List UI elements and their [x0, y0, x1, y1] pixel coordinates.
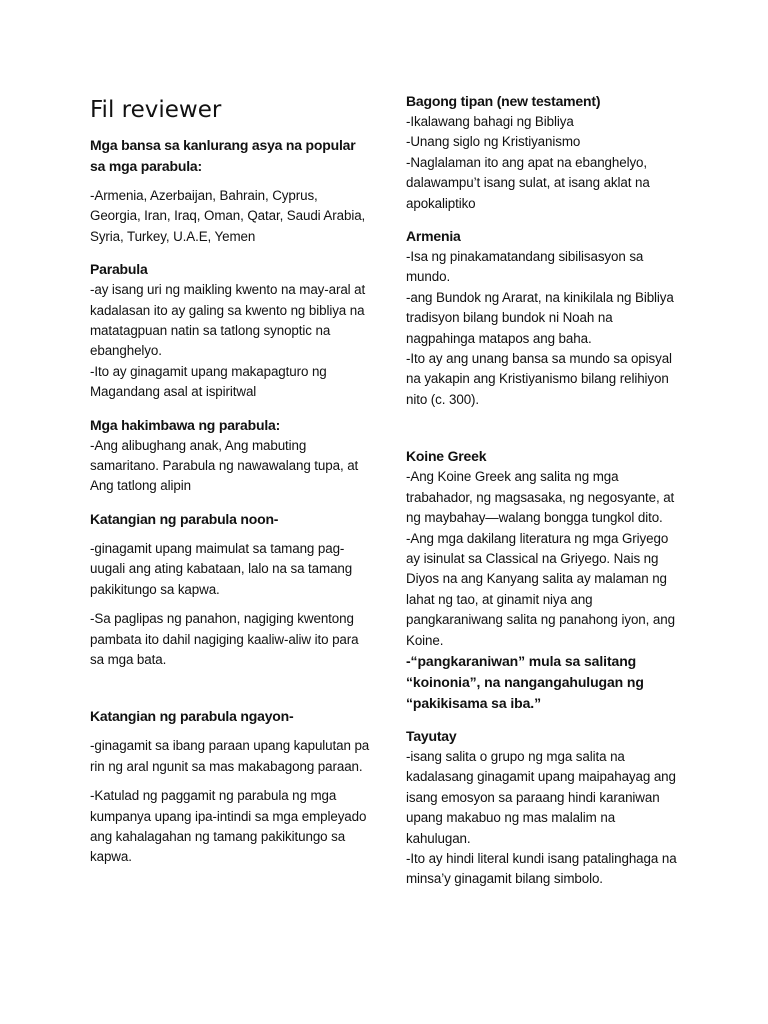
text-armenia-3: -Ito ay ang unang bansa sa mundo sa opisyal na yakapin ang Kristiyanismo bilang relihiyon nito (c. 300). — [406, 351, 672, 407]
text-tayutay-1: -isang salita o grupo ng mga salita na kadalasang ginagamit upang maipahayag ang isang emosyon sa paraang hindi karaniwan upang makabuo ng mas malalim na kahulugan. — [406, 748, 676, 846]
heading-tayutay: Tayutay — [406, 727, 457, 744]
text-koine-3: -“pangkaraniwan” mula sa salitang “koinonia”, na nangangahulugan ng “pakikisama sa iba.” — [406, 652, 644, 711]
document-title: Fil reviewer — [90, 97, 222, 123]
heading-bansa: Mga bansa sa kanlurang asya na popular sa mga parabula: — [90, 137, 356, 174]
text-armenia-1: -Isa ng pinakamatandang sibilisasyon sa mundo. — [406, 249, 644, 285]
text-bansa: -Armenia, Azerbaijan, Bahrain, Cyprus, Georgia, Iran, Iraq, Oman, Qatar, Saudi Arabia, Syria, Turkey, U.A.E, Yemen — [90, 188, 366, 244]
left-column — [90, 95, 370, 868]
text-halimbawa: -Ang alibughang anak, Ang mabuting samaritano. Parabula ng nawawalang tupa, at Ang tatlong alipin — [90, 437, 359, 494]
text-parabula-purpose: -Ito ay ginagamit upang makapagturo ng Magandang asal at ispiritwal — [90, 363, 327, 400]
heading-armenia: Armenia — [406, 228, 461, 245]
text-bagong-tipan-2: -Unang siglo ng Kristiyanismo — [406, 134, 581, 150]
heading-katangian-ngayon: Katangian ng parabula ngayon- — [90, 708, 294, 725]
text-parabula-definition: -ay isang uri ng maikling kwento na may-aral at kadalasan ito ay galing sa kwento ng bibliya na matatagpuan natin sa tatlong synoptic na ebanghelyo. — [90, 282, 366, 359]
text-koine-1: -Ang Koine Greek ang salita ng mga trabahador, ng magsasaka, ng negosyante, at ng maybahay—walang bongga tungkol dito. — [406, 469, 675, 526]
text-katangian-noon-1: -ginagamit upang maimulat sa tamang pag-uugali ang ating kabataan, lalo na sa tamang pakikitungo sa kapwa. — [90, 540, 353, 597]
heading-koine-greek: Koine Greek — [406, 448, 487, 465]
text-katangian-ngayon-2: -Katulad ng paggamit ng parabula ng mga kumpanya upang ipa-intindi sa mga empleyado ang kahalagahan ng tamang pakikitungo sa kapwa. — [90, 788, 367, 865]
text-bagong-tipan-1: -Ikalawang bahagi ng Bibliya — [406, 114, 574, 129]
text-katangian-noon-2: -Sa paglipas ng panahon, nagiging kwentong pambata ito dahil nagiging kaaliw-aliw ito para sa mga bata. — [90, 611, 359, 667]
heading-katangian-noon: Katangian ng parabula noon- — [90, 510, 279, 527]
heading-halimbawa: Mga hakimbawa ng parabula: — [90, 416, 281, 433]
text-bagong-tipan-3: -Naglalaman ito ang apat na ebanghelyo, dalawampu’t isang sulat, at isang aklat na apokaliptiko — [406, 154, 650, 211]
text-katangian-ngayon-1: -ginagamit sa ibang paraan upang kapulutan pa rin ng aral ngunit sa mas makabagong paraan. — [90, 738, 370, 774]
heading-parabula: Parabula — [90, 261, 148, 278]
text-armenia-2: -ang Bundok ng Ararat, na kinikilala ng Bibliya tradisyon bilang bundok ni Noah na nagpahinga matapos ang baha. — [406, 289, 674, 346]
heading-bagong-tipan: Bagong tipan (new testament) — [406, 93, 601, 109]
text-koine-2: -Ang mga dakilang literatura ng mga Griyego ay isinulat sa Classical na Griyego. Nais ng Diyos na ang Kanyang salita ay malaman ng lahat ng tao, at ginamit niya ang pangkaraniwang salita ng panahong iyon, ang Koine. — [406, 530, 675, 648]
right-column — [406, 91, 682, 890]
text-tayutay-2: -Ito ay hindi literal kundi isang patalinghaga na minsa’y ginagamit bilang simbolo. — [406, 850, 677, 887]
